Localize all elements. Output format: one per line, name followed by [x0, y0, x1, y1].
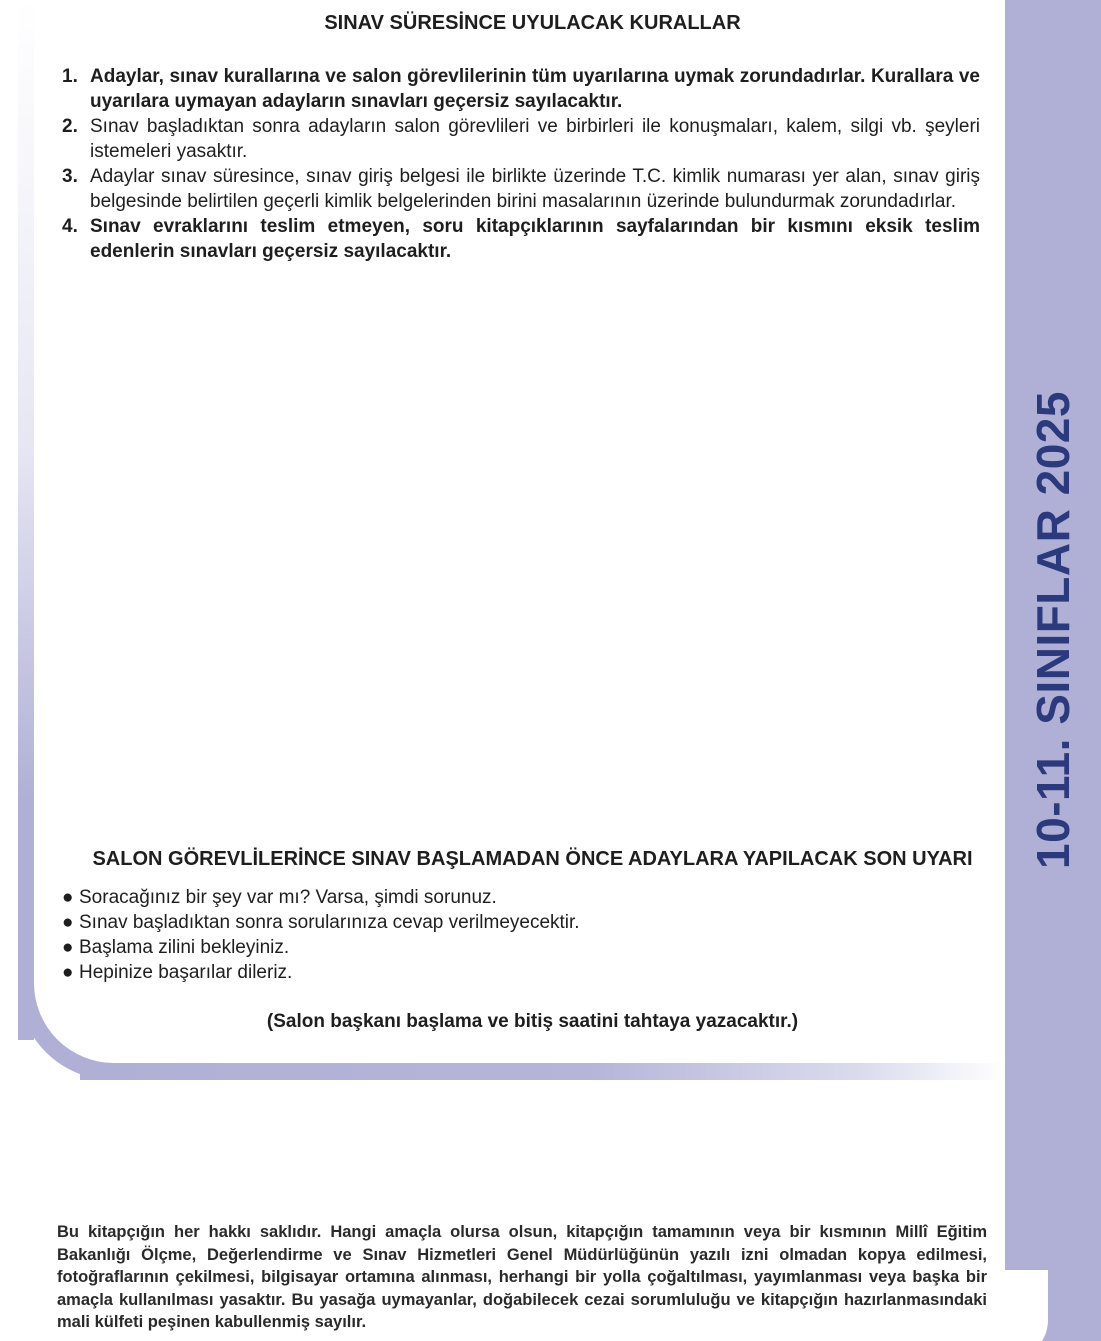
- copyright-notice: Bu kitapçığın her hakkı saklıdır. Hangi amaçla olursa olsun, kitapçığın tamamının veya bir kısmının Millî Eğitim Bakanlığı Ölçme, Değerlendirme ve Sınav Hizmetleri Genel Müdürlüğünün yazılı izni olmadan kopya edilmesi, fotoğraflarının çekilmesi, bilgisayar ortamına alınması, herhangi bir yolla çoğaltılması, yayımlanması veya başka bir amaçla kullanılması yasaktır. Bu yasağa uymayanlar, doğabilecek cezai sorumluluğu ve kitapçığın hazırlanmasındaki mali külfeti peşinen kabullenmiş sayılır.: [57, 1223, 987, 1331]
- rule-number: 2.: [62, 116, 78, 137]
- warning-item: [62, 885, 962, 910]
- sidebar-bottom-curve: [988, 1270, 1048, 1341]
- rule-text: Adaylar sınav süresince, sınav giriş belgesi ile birlikte üzerinde T.C. kimlik numarası yer alan, sınav giriş belgesinde belirtilen geçerli kimlik belgelerinden birini masalarının üzerinde bulundurmak zorundadırlar.: [90, 166, 980, 212]
- warning-text: Soracağınız bir şey var mı? Varsa, şimdi sorunuz.: [79, 887, 497, 908]
- warning-item: [62, 960, 962, 985]
- bullet-icon: ●: [62, 937, 74, 958]
- rule-text: Sınav başladıktan sonra adayların salon görevlileri ve birbirleri ile konuşmaları, kalem, silgi vb. şeyleri istemeleri yasaktır.: [90, 116, 980, 162]
- warning-list: [62, 885, 962, 985]
- bullet-icon: ●: [62, 962, 74, 983]
- rule-item: [62, 114, 980, 164]
- sidebar-title: 10-11. SINIFLAR 2025: [1027, 391, 1079, 869]
- rule-number: 1.: [62, 66, 78, 87]
- rule-number: 3.: [62, 166, 78, 187]
- warning-text: Hepinize başarılar dileriz.: [79, 962, 293, 983]
- bullet-icon: ●: [62, 912, 74, 933]
- rule-item: [62, 164, 980, 214]
- rule-text: Adaylar, sınav kurallarına ve salon görevlilerinin tüm uyarılarına uymak zorundadırlar. Kurallara ve uyarılara uymayan adayların sınavları geçersiz sayılacaktır.: [90, 66, 980, 112]
- warning-item: [62, 935, 962, 960]
- warning-title: SALON GÖREVLİLERİNCE SINAV BAŞLAMADAN ÖNCE ADAYLARA YAPILACAK SON UYARI: [92, 848, 973, 870]
- rule-item: [62, 64, 980, 114]
- rule-item: [62, 214, 980, 264]
- bottom-border-band: [80, 1063, 1005, 1080]
- bullet-icon: ●: [62, 887, 74, 908]
- supervisor-note: (Salon başkanı başlama ve bitiş saatini tahtaya yazacaktır.): [266, 1011, 799, 1032]
- warning-item: [62, 910, 962, 935]
- rules-title: SINAV SÜRESİNCE UYULACAK KURALLAR: [324, 12, 741, 34]
- rule-number: 4.: [62, 216, 78, 237]
- warning-text: Sınav başladıktan sonra sorularınıza cevap verilmeyecektir.: [79, 912, 580, 933]
- warning-text: Başlama zilini bekleyiniz.: [79, 937, 290, 958]
- rules-list: [62, 64, 980, 264]
- left-border-fade: [18, 0, 34, 800]
- rule-text: Sınav evraklarını teslim etmeyen, soru kitapçıklarının sayfalarından bir kısmını eksik teslim edenlerin sınavları geçersiz sayılacaktır.: [90, 216, 980, 262]
